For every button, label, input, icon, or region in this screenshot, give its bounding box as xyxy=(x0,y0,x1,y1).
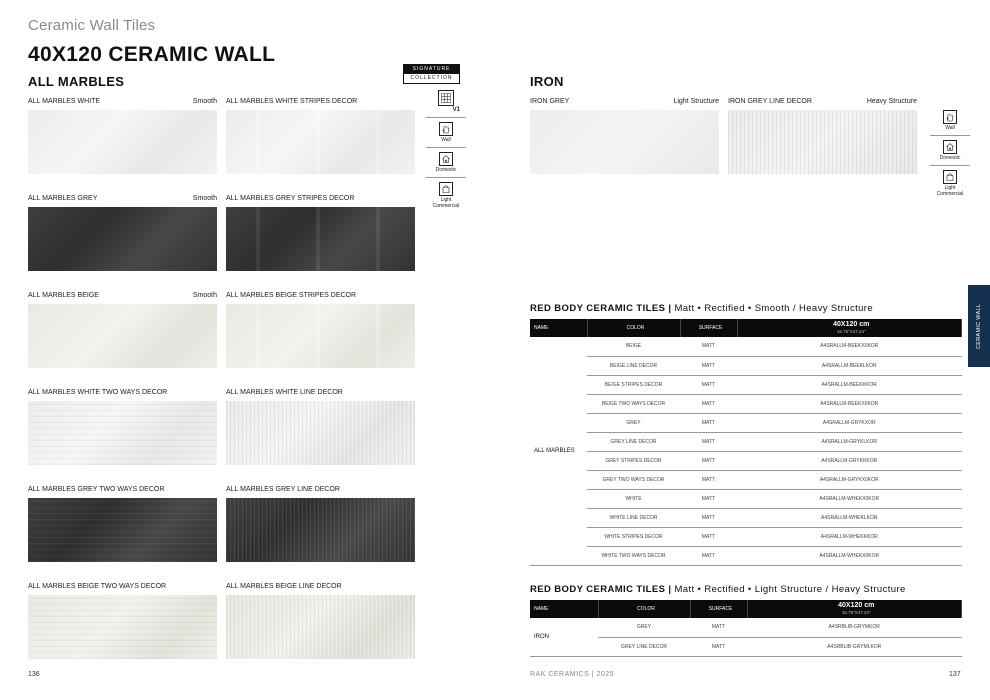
tile-label: IRON GREY xyxy=(530,98,570,105)
table-row xyxy=(530,451,962,470)
spec-table-iron xyxy=(530,600,962,657)
usage-icons-right xyxy=(930,110,970,197)
table-row xyxy=(530,618,962,637)
domestic-label: Domestic xyxy=(435,167,457,173)
table-row xyxy=(530,394,962,413)
row-group-name: IRON xyxy=(530,618,598,656)
table-row xyxy=(530,489,962,508)
tile-swatch-iron-grey xyxy=(530,110,719,174)
table-row xyxy=(530,413,962,432)
grid-size-icon xyxy=(438,90,454,106)
cell-code: A4SRALLM-WHEKKKOR xyxy=(737,527,962,546)
page-title: 40X120 CERAMIC WALL xyxy=(28,43,276,66)
cell-code: A4SRALLM-WHEKX0KOR xyxy=(737,546,962,565)
v1-label: V1 xyxy=(452,107,460,113)
table-row xyxy=(530,337,962,356)
cell-code: A4SRALLM-BEEKX0KOR xyxy=(737,394,962,413)
tile-label: ALL MARBLES GREY xyxy=(28,195,98,202)
cell-code: A4SRALLM-GRYKX0KOR xyxy=(737,470,962,489)
tile-label: ALL MARBLES BEIGE xyxy=(28,292,99,299)
tile-label: ALL MARBLES GREY STRIPES DECOR xyxy=(226,195,355,202)
cell-surface: MATT xyxy=(690,618,747,637)
cell-color: WHITE STRIPES DECOR xyxy=(587,527,680,546)
cell-code: A4SRALLM-BEEKKKOR xyxy=(737,375,962,394)
cell-color: WHITE TWO WAYS DECOR xyxy=(587,546,680,565)
light-label: Light xyxy=(440,197,452,203)
table-row xyxy=(530,356,962,375)
tile-finish: Heavy Structure xyxy=(866,98,917,105)
light-label: Light xyxy=(944,185,956,191)
row-group-name: ALL MARBLES xyxy=(530,337,587,565)
badge-line1: SIGNATURE xyxy=(412,66,451,72)
tile-swatch-grey-line xyxy=(226,498,415,562)
domestic-label: Domestic xyxy=(939,155,961,161)
table-row xyxy=(530,508,962,527)
cell-code: A4SRALLM-WHEKLKOR xyxy=(737,508,962,527)
tile-swatch-white-stripes xyxy=(226,110,415,174)
spec-table-all-marbles xyxy=(530,319,962,566)
tile-finish: Smooth xyxy=(192,98,217,105)
cell-code: A4SRALLM-GRYKLKOR xyxy=(737,432,962,451)
size-label: 40X120 cm xyxy=(833,321,870,328)
tile-swatch-grey xyxy=(28,207,217,271)
col-header-name: NAME xyxy=(530,600,598,618)
tile-swatch-white xyxy=(28,110,217,174)
cell-surface: MATT xyxy=(680,489,737,508)
light-commercial-icon xyxy=(439,182,453,196)
col-header-size xyxy=(737,319,962,337)
section-title-all-marbles: ALL MARBLES xyxy=(28,74,125,89)
size-sub-label: 15.75"X47.24" xyxy=(836,329,866,334)
page-number-left: 136 xyxy=(28,671,40,678)
col-header-size xyxy=(747,600,962,618)
domestic-icon xyxy=(943,140,957,154)
cell-color: GREY TWO WAYS DECOR xyxy=(587,470,680,489)
tile-label: ALL MARBLES WHITE xyxy=(28,98,101,105)
cell-color: WHITE LINE DECOR xyxy=(587,508,680,527)
table1-title-bold: RED BODY CERAMIC TILES | xyxy=(530,303,672,314)
signature-collection-badge xyxy=(403,64,460,84)
wall-icon xyxy=(439,122,453,136)
cell-color: BEIGE xyxy=(587,337,680,356)
cell-code: A4SRALLM-BEEKLKOR xyxy=(737,356,962,375)
size-sub-label: 15.75"X47.24" xyxy=(841,610,871,615)
tile-finish: Smooth xyxy=(192,195,217,202)
tile-swatch-beige-two-ways xyxy=(28,595,217,659)
cell-color: GREY xyxy=(598,618,690,637)
cell-surface: MATT xyxy=(680,546,737,565)
table-row xyxy=(530,375,962,394)
commercial-label: Commercial xyxy=(432,203,460,209)
tile-swatch-beige-line xyxy=(226,595,415,659)
table1-title-rest: Matt • Rectified • Smooth / Heavy Structure xyxy=(671,303,874,314)
cell-surface: MATT xyxy=(690,637,747,656)
page-number-right: 137 xyxy=(949,671,961,678)
col-header-surface: SURFACE xyxy=(680,319,737,337)
table-row xyxy=(530,546,962,565)
tile-label: ALL MARBLES BEIGE TWO WAYS DECOR xyxy=(28,583,167,590)
table1-title xyxy=(530,303,873,314)
cell-code: A4SRALLM-GRYKXOR xyxy=(737,413,962,432)
table2-title xyxy=(530,584,906,595)
cell-code: A4SRALLM-WHEKX0KOR xyxy=(737,489,962,508)
cell-code: A4SRALLM-GRYKKKOR xyxy=(737,451,962,470)
tile-swatch-iron-grey-line xyxy=(728,110,917,174)
wall-icon xyxy=(943,110,957,124)
wall-label: Wall xyxy=(441,137,451,143)
tile-label: ALL MARBLES GREY TWO WAYS DECOR xyxy=(28,486,165,493)
cell-color: GREY LINE DECOR xyxy=(587,432,680,451)
cell-color: BEIGE LINE DECOR xyxy=(587,356,680,375)
table2-title-bold: RED BODY CERAMIC TILES | xyxy=(530,584,672,595)
cell-code: A4SRBLIB-GRYMLKOR xyxy=(747,637,962,656)
table-row xyxy=(530,527,962,546)
table-row xyxy=(530,470,962,489)
col-header-surface: SURFACE xyxy=(690,600,747,618)
tile-swatch-white-line xyxy=(226,401,415,465)
tile-swatch-beige xyxy=(28,304,217,368)
tile-swatch-white-two-ways xyxy=(28,401,217,465)
page-category: Ceramic Wall Tiles xyxy=(28,17,156,34)
tile-finish: Light Structure xyxy=(673,98,719,105)
cell-color: GREY STRIPES DECOR xyxy=(587,451,680,470)
size-label: 40X120 cm xyxy=(838,602,875,609)
cell-code: A4SRALLM-BEEKX0KOR xyxy=(737,337,962,356)
tile-label: ALL MARBLES WHITE STRIPES DECOR xyxy=(226,98,358,105)
footer-brand: RAK CERAMICS | 2025 xyxy=(530,671,615,678)
cell-surface: MATT xyxy=(680,451,737,470)
light-commercial-icon xyxy=(943,170,957,184)
side-tab-ceramic-wall: CERAMIC WALL xyxy=(968,285,990,367)
cell-surface: MATT xyxy=(680,394,737,413)
cell-surface: MATT xyxy=(680,508,737,527)
cell-surface: MATT xyxy=(680,337,737,356)
cell-surface: MATT xyxy=(680,413,737,432)
cell-surface: MATT xyxy=(680,470,737,489)
cell-color: GREY xyxy=(587,413,680,432)
tile-swatch-grey-stripes xyxy=(226,207,415,271)
cell-surface: MATT xyxy=(680,356,737,375)
domestic-icon xyxy=(439,152,453,166)
cell-surface: MATT xyxy=(680,527,737,546)
badge-line2: COLLECTION xyxy=(404,74,459,83)
tile-label: ALL MARBLES WHITE TWO WAYS DECOR xyxy=(28,389,168,396)
tile-label: ALL MARBLES GREY LINE DECOR xyxy=(226,486,340,493)
tile-label: ALL MARBLES BEIGE LINE DECOR xyxy=(226,583,342,590)
tile-label: ALL MARBLES BEIGE STRIPES DECOR xyxy=(226,292,357,299)
cell-surface: MATT xyxy=(680,375,737,394)
col-header-color: COLOR xyxy=(587,319,680,337)
col-header-color: COLOR xyxy=(598,600,690,618)
col-header-name: NAME xyxy=(530,319,587,337)
table-row xyxy=(530,432,962,451)
tile-swatch-beige-stripes xyxy=(226,304,415,368)
cell-surface: MATT xyxy=(680,432,737,451)
tile-finish: Smooth xyxy=(192,292,217,299)
cell-color: WHITE xyxy=(587,489,680,508)
commercial-label: Commercial xyxy=(936,191,964,197)
cell-color: BEIGE STRIPES DECOR xyxy=(587,375,680,394)
tile-label: IRON GREY LINE DECOR xyxy=(728,98,812,105)
section-title-iron: IRON xyxy=(530,74,564,89)
table2-title-rest: Matt • Rectified • Light Structure / Heavy Structure xyxy=(671,584,906,595)
cell-color: GREY LINE DECOR xyxy=(598,637,690,656)
tile-swatch-grey-two-ways xyxy=(28,498,217,562)
tile-label: ALL MARBLES WHITE LINE DECOR xyxy=(226,389,343,396)
cell-code: A4SRBLIB-GRYMKOR xyxy=(747,618,962,637)
usage-icons-left xyxy=(426,90,466,209)
wall-label: Wall xyxy=(945,125,955,131)
cell-color: BEIGE TWO WAYS DECOR xyxy=(587,394,680,413)
